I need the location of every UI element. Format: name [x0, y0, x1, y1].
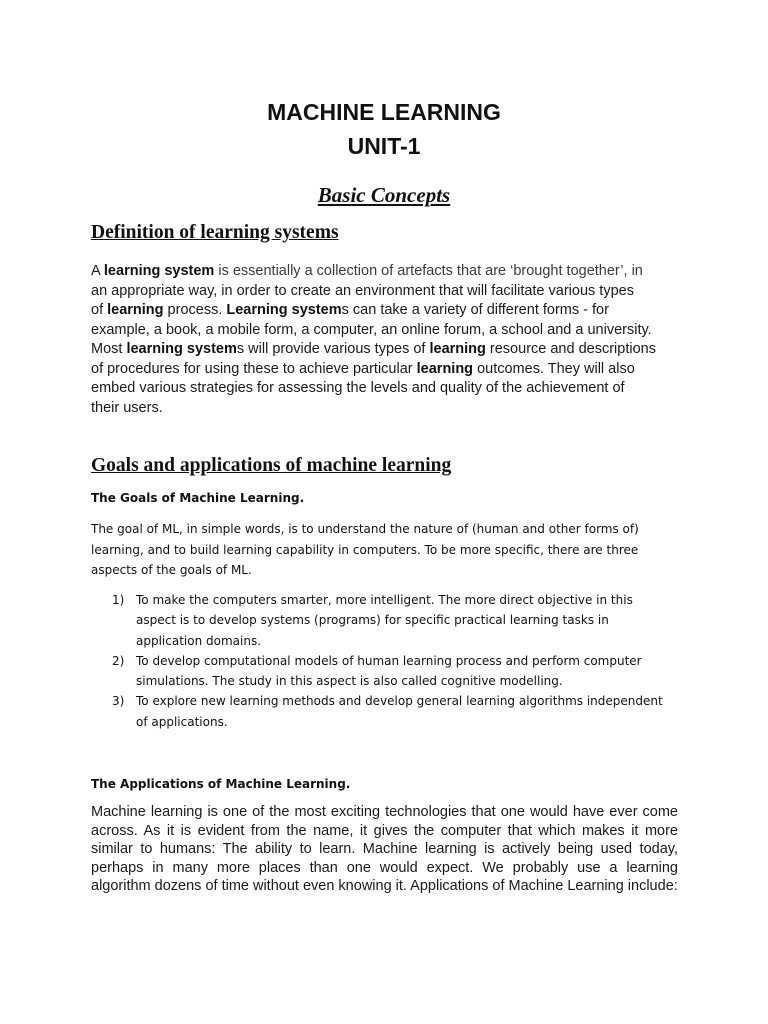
text-run: s can take a variety of different forms - for — [341, 302, 609, 318]
text-run: an appropriate way, in order to create an environment that will facilitate various types — [91, 282, 634, 299]
document-title: MACHINE LEARNING — [267, 99, 501, 125]
list-item-line: To develop computational models of human learning process and perform computer — [136, 653, 642, 668]
bold-term: learning — [107, 302, 164, 318]
list-item — [112, 651, 692, 692]
list-item-line: simulations. The study in this aspect is also called cognitive modelling. — [136, 674, 563, 689]
goals-list — [112, 590, 692, 732]
definition-line — [91, 360, 691, 380]
text-run: embed various strategies for assessing the levels and quality of the achievement of — [91, 380, 625, 396]
text-run: process. — [163, 302, 227, 318]
goals-intro-line: aspects of the goals of ML. — [91, 563, 252, 577]
text-run: Most — [91, 341, 127, 357]
definition-line — [91, 399, 691, 419]
bold-term: Learning system — [226, 302, 342, 318]
definition-line — [91, 321, 691, 341]
goals-intro-line: learning, and to build learning capability in computers. To be more specific, there are three — [91, 542, 639, 557]
list-item — [112, 691, 692, 732]
goals-intro-paragraph — [91, 519, 681, 581]
text-run: A — [91, 263, 104, 279]
definition-line — [91, 379, 691, 399]
section-heading-definition: Definition of learning systems — [91, 222, 339, 243]
text-run: of — [91, 302, 108, 318]
applications-paragraph: Machine learning is one of the most exciting technologies that one would have ever come across. As it is evident from the name, it gives the computer that which makes it more similar to humans: The ability to learn. Machine learning is actively being used today, perhaps in many more places than one would expect. We probably use a learning algorithm dozens of time without even knowing it. Applications of Machine Learning include: — [91, 804, 678, 895]
goals-intro-line: The goal of ML, in simple words, is to understand the nature of (human and other forms of) — [91, 522, 639, 536]
text-run: their users. — [91, 399, 163, 416]
text-run: outcomes. They will also — [473, 360, 635, 377]
list-item-line: application domains. — [136, 633, 262, 648]
section-heading-goals-applications: Goals and applications of machine learning — [91, 455, 452, 476]
definition-line — [91, 340, 691, 360]
text-run: example, a book, a mobile form, a computer, an online forum, a school and a university. — [91, 321, 652, 338]
subtitle: Basic Concepts — [317, 183, 451, 207]
bold-term: learning system — [103, 263, 215, 279]
text-run: is essentially a collection of artefacts that are ‘brought together’, in — [214, 263, 643, 279]
list-number: 2) — [112, 653, 125, 668]
definition-line — [91, 262, 691, 282]
text-run: resource and descriptions — [485, 341, 656, 357]
text-run: of procedures for using these to achieve particular — [91, 360, 417, 377]
definition-line — [91, 282, 691, 302]
list-number: 1) — [112, 593, 125, 607]
unit-title: UNIT-1 — [347, 133, 421, 159]
bold-term: learning — [429, 341, 486, 357]
bold-term: learning — [416, 360, 474, 377]
bold-term: learning system — [126, 341, 237, 357]
text-run: s will provide various types of — [236, 341, 430, 357]
definition-paragraph — [91, 262, 691, 418]
definition-line — [91, 301, 691, 321]
list-item-line: To explore new learning methods and develop general learning algorithms independent — [136, 694, 663, 709]
goals-subheading: The Goals of Machine Learning. — [91, 491, 305, 505]
list-item-line: aspect is to develop systems (programs) for specific practical learning tasks in — [136, 613, 609, 628]
applications-subheading: The Applications of Machine Learning. — [91, 777, 351, 791]
list-item — [112, 590, 692, 651]
list-number: 3) — [112, 694, 125, 709]
list-item-line: To make the computers smarter, more intelligent. The more direct objective in this — [136, 593, 633, 607]
list-item-line: of applications. — [136, 714, 228, 729]
